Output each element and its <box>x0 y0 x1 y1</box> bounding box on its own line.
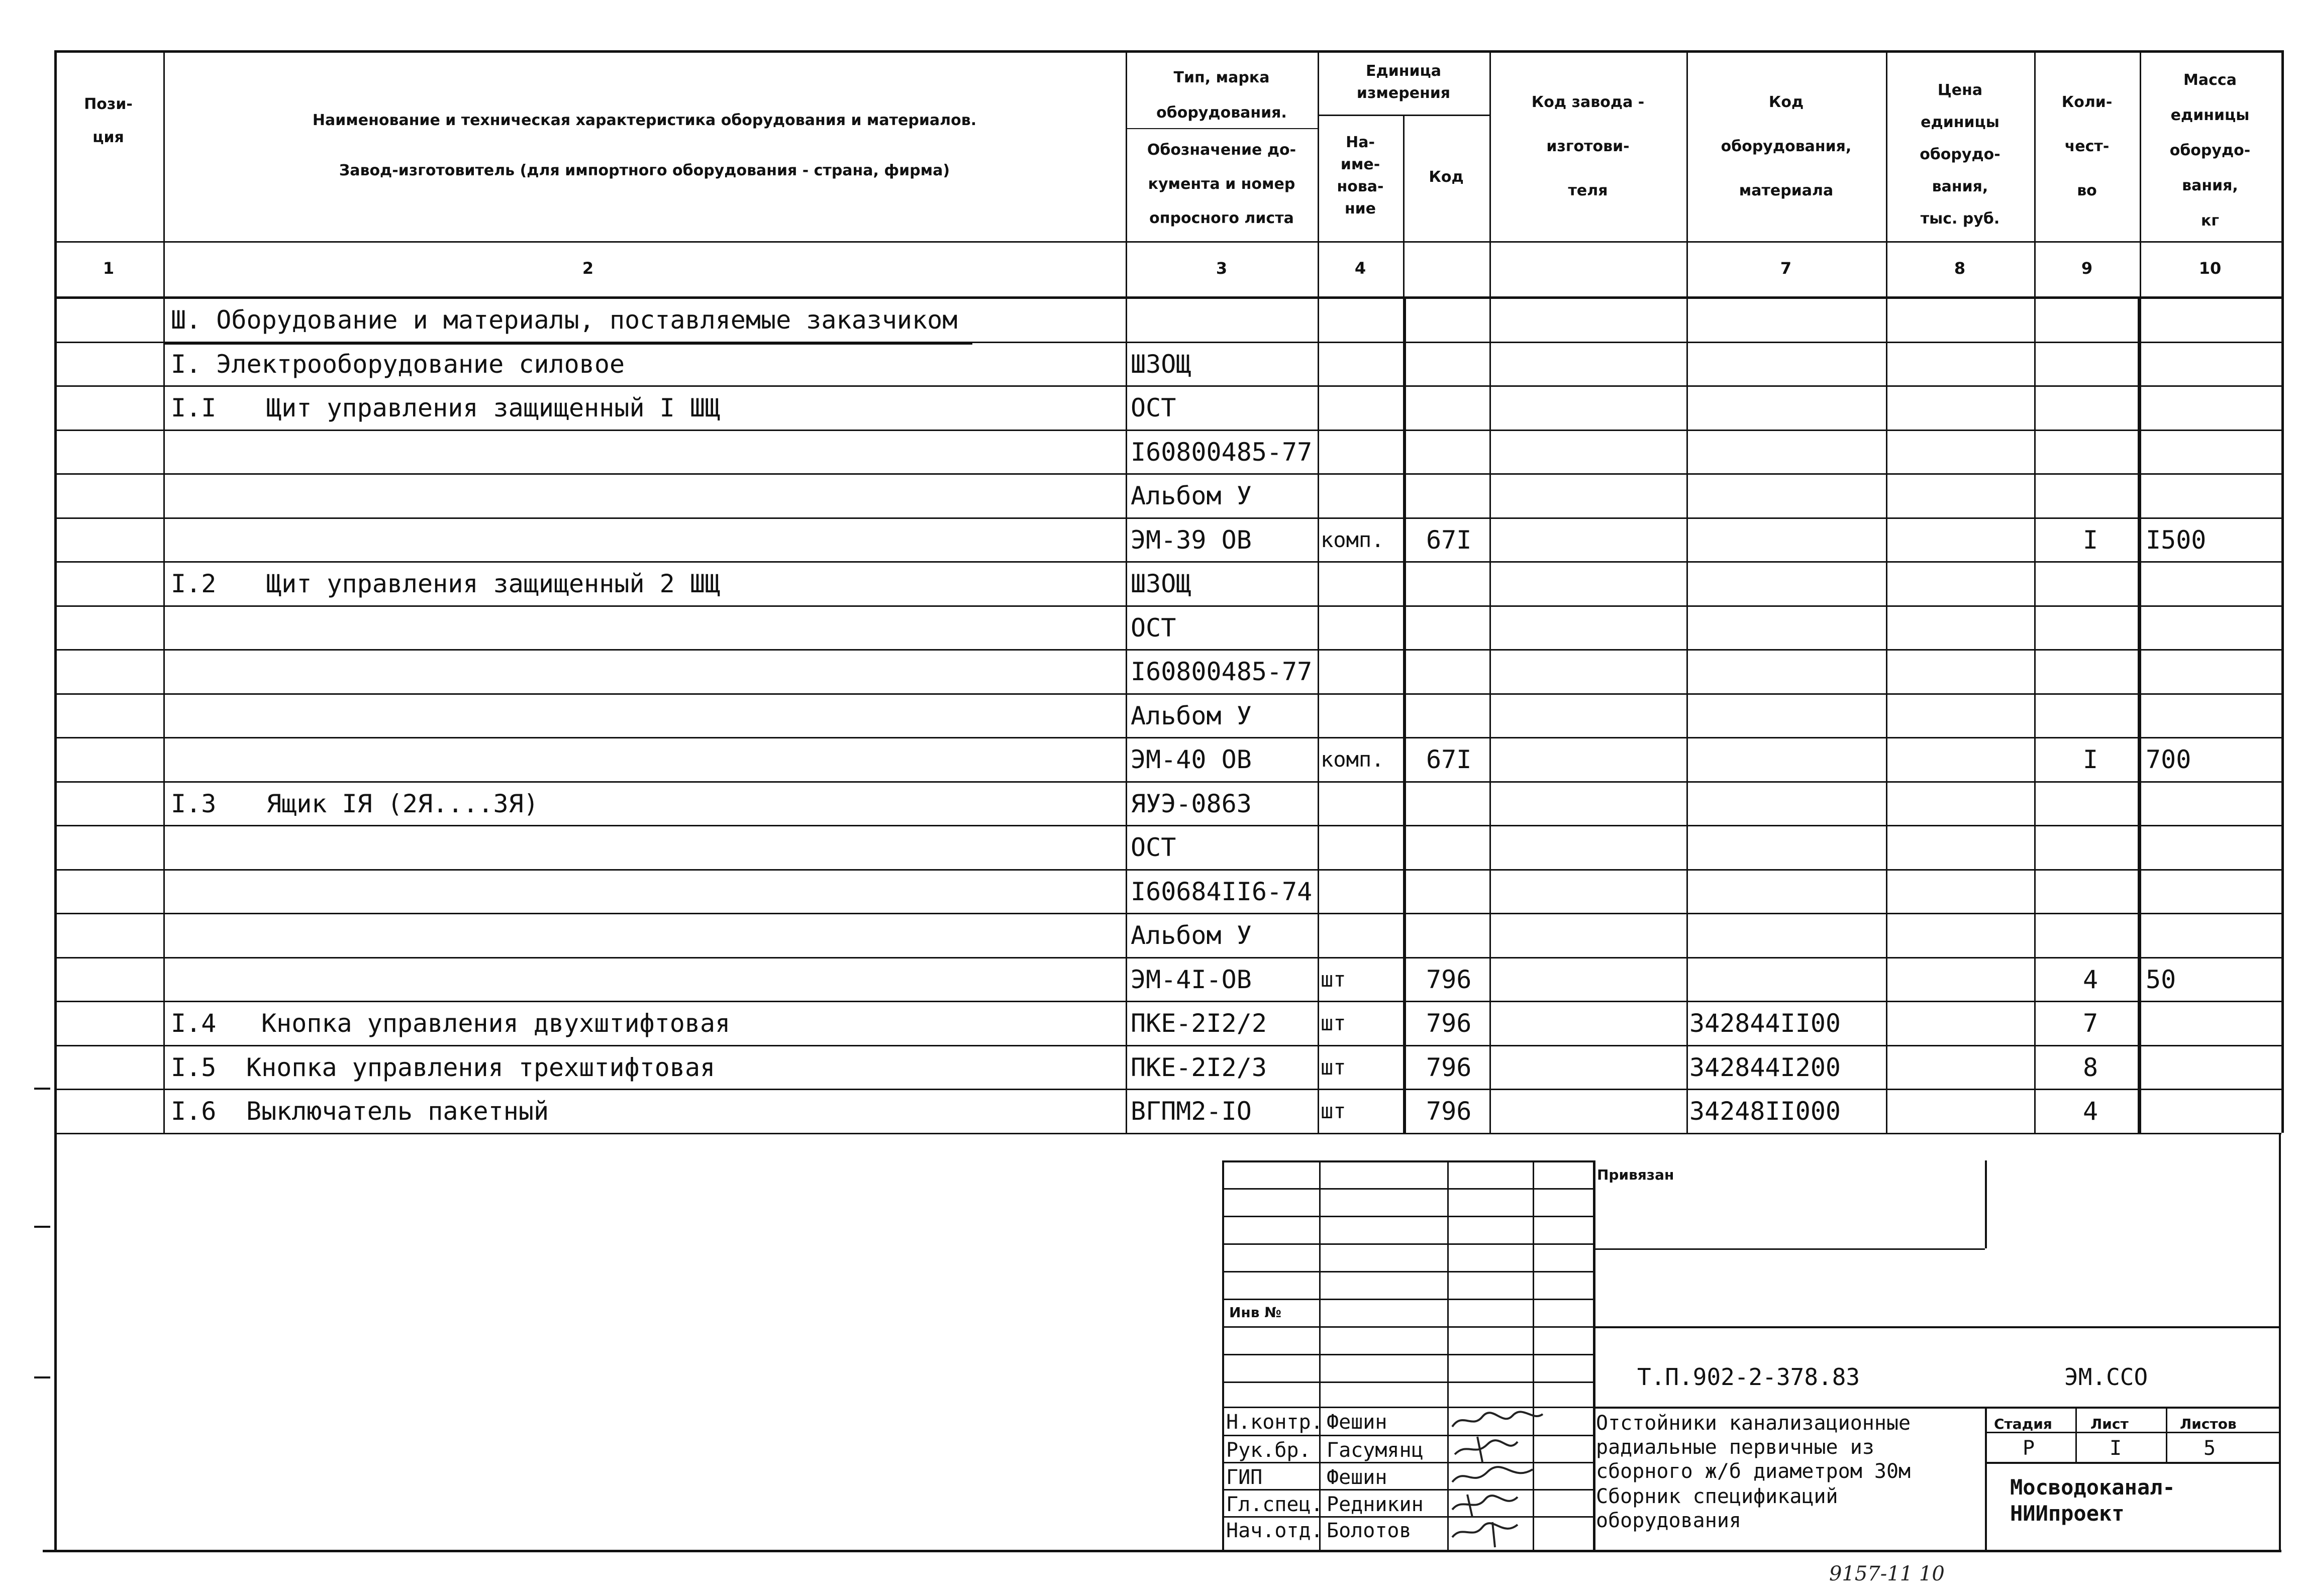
row-line <box>54 825 2281 826</box>
column-line <box>1403 296 1406 1133</box>
row-line <box>54 913 2281 914</box>
header-col45: Единица измерения <box>1356 62 1451 102</box>
tb-line <box>1593 1160 1595 1550</box>
row-line <box>54 517 2281 519</box>
column-line <box>2138 296 2141 1133</box>
colnum-8: 8 <box>1954 259 1966 278</box>
description-line-2: радиальные первичные из <box>1596 1436 1874 1459</box>
cell-unit: шт <box>1321 967 1346 992</box>
tb-line <box>1222 1381 1593 1383</box>
cell-type: ОСТ <box>1131 393 1176 422</box>
row-line <box>54 605 2281 607</box>
cell-qty: 7 <box>2082 1009 2098 1038</box>
cell-name: Ящик IЯ (2Я....3Я) <box>266 789 539 818</box>
table-top-border <box>54 50 2281 53</box>
role-5: Нач.отд. <box>1226 1519 1323 1542</box>
cell-equip: 342844II00 <box>1689 1009 1841 1038</box>
cell-pos: I.6 <box>171 1097 217 1126</box>
cell-type: ШЗОЩ <box>1131 349 1191 379</box>
cell-mass: I500 <box>2146 525 2207 555</box>
cell-pos: I.4 <box>171 1009 217 1038</box>
listov-value: 5 <box>2204 1437 2216 1460</box>
signatures-image <box>1447 1407 1548 1552</box>
cell-name: Ш. Оборудование и материалы, поставляемые заказчиком <box>171 305 958 335</box>
name-3: Фешин <box>1327 1466 1387 1489</box>
colnum-1: 1 <box>103 259 115 278</box>
cell-name: Выключатель пакетный <box>246 1097 549 1126</box>
cell-type: Альбом У <box>1131 481 1252 510</box>
heading-underline <box>165 343 972 345</box>
header-col10: Масса единицы оборудо- вания, кг <box>2169 71 2251 230</box>
row-line <box>54 385 2281 387</box>
row-line <box>54 869 2281 871</box>
name-1: Фешин <box>1327 1411 1387 1434</box>
row-line <box>54 1133 2281 1134</box>
column-line <box>2281 50 2284 1133</box>
role-2: Рук.бр. <box>1226 1439 1311 1462</box>
cell-name: Кнопка управления двухштифтовая <box>261 1009 731 1038</box>
description-line-3: сборного ж/б диаметром 30м <box>1596 1460 1911 1483</box>
cell-type: ПКЕ-2I2/2 <box>1131 1009 1267 1038</box>
cell-equip: 342844I200 <box>1689 1052 1841 1082</box>
header-col3a: Тип, марка оборудования. <box>1156 69 1287 122</box>
tb-line <box>1985 1462 2279 1464</box>
listov-label: Листов <box>2180 1416 2237 1432</box>
column-line <box>163 50 165 1133</box>
cell-unit: шт <box>1321 1099 1346 1123</box>
colnum-9: 9 <box>2081 259 2093 278</box>
cell-code: 67I <box>1426 745 1472 774</box>
header-col5: Код <box>1429 168 1464 186</box>
header-bottom-line <box>54 241 2281 243</box>
header-col1: Пози- ция <box>84 95 133 146</box>
cell-qty: I <box>2082 745 2098 774</box>
header-col8: Цена единицы оборудо- вания, тыс. руб. <box>1920 81 2000 228</box>
colnum-2: 2 <box>582 259 594 278</box>
cell-type: I60800485-77 <box>1131 437 1313 467</box>
row-line <box>54 430 2281 431</box>
cell-qty: 8 <box>2082 1052 2098 1082</box>
project-code: Т.П.902-2-378.83 <box>1637 1363 1860 1391</box>
role-4: Гл.спец. <box>1226 1493 1323 1516</box>
cell-name: Кнопка управления трехштифтовая <box>246 1052 716 1082</box>
tb-line <box>1222 1271 1593 1272</box>
colnum-7: 7 <box>1780 259 1792 278</box>
cell-type: ПКЕ-2I2/3 <box>1131 1052 1267 1082</box>
description-line-1: Отстойники канализационные <box>1596 1412 1911 1435</box>
cell-unit: комп. <box>1321 747 1384 772</box>
cell-code: 796 <box>1426 1009 1472 1038</box>
column-line <box>54 50 57 1133</box>
description-line-4: Сборник спецификаций <box>1596 1485 1838 1508</box>
cell-equip: 34248II000 <box>1689 1097 1841 1126</box>
cell-pos: I.3 <box>171 789 217 818</box>
description-line-5: оборудования <box>1596 1509 1741 1532</box>
cell-type: ЯУЭ-0863 <box>1131 789 1252 818</box>
list-label: Лист <box>2090 1416 2129 1432</box>
row-line <box>54 1001 2281 1002</box>
row-line <box>54 693 2281 695</box>
row-line <box>54 781 2281 783</box>
numbers-bottom-line <box>54 296 2281 299</box>
cell-unit: шт <box>1321 1054 1346 1080</box>
margin-tick <box>34 1226 50 1228</box>
document-code: ЭМ.ССО <box>2064 1363 2148 1391</box>
name-4: Редникин <box>1327 1493 1424 1516</box>
cell-unit: шт <box>1321 1011 1346 1035</box>
colnum-10: 10 <box>2198 259 2222 278</box>
list-value: I <box>2110 1437 2122 1460</box>
tb-line <box>1593 1407 2279 1409</box>
cell-type: I60684II6-74 <box>1131 877 1313 906</box>
cell-code: 796 <box>1426 965 1472 994</box>
privyazan-label: Привязан <box>1597 1166 1674 1183</box>
frame-bottom <box>43 1550 2281 1552</box>
frame-right <box>2279 1133 2281 1550</box>
cell-type: ОСТ <box>1131 833 1176 862</box>
cell-name: Щит управления защищенный I ШЩ <box>266 393 721 422</box>
tb-line <box>1593 1248 1985 1250</box>
tb-line <box>1222 1243 1593 1245</box>
cell-type: ОСТ <box>1131 613 1176 643</box>
header-col2: Наименование и техническая характеристика оборудования и материалов. Завод-изготовитель (для импортного оборудования - страна, фирма) <box>312 112 977 179</box>
tb-line <box>2075 1407 2077 1462</box>
stadiya-value: Р <box>2023 1437 2035 1460</box>
tb-line <box>1222 1216 1593 1217</box>
cell-name: I. Электрооборудование силовое <box>171 349 625 379</box>
tb-line <box>1319 1160 1321 1550</box>
colnum-4: 4 <box>1354 259 1366 278</box>
cell-qty: 4 <box>2082 1097 2098 1126</box>
name-5: Болотов <box>1327 1519 1412 1542</box>
margin-tick <box>34 1088 50 1090</box>
header-col3b: Обозначение до- кумента и номер опросного листа <box>1147 141 1296 227</box>
organization-line-1: Мосводоканал- <box>2010 1475 2175 1500</box>
cell-unit: комп. <box>1321 527 1384 552</box>
cell-type: ЭМ-39 ОВ <box>1131 525 1252 555</box>
inv-label: Инв № <box>1229 1304 1281 1321</box>
cell-type: I60800485-77 <box>1131 657 1313 686</box>
cell-code: 796 <box>1426 1097 1472 1126</box>
cell-pos: I.2 <box>171 569 217 598</box>
cell-code: 796 <box>1426 1052 1472 1082</box>
colnum-3: 3 <box>1216 259 1228 278</box>
cell-type: ВГПМ2-IО <box>1131 1097 1252 1126</box>
name-2: Гасумянц <box>1327 1439 1424 1462</box>
tb-line <box>1222 1326 1593 1328</box>
tb-line <box>1593 1326 2279 1328</box>
tb-line <box>1985 1160 1987 1248</box>
header-col9: Коли- чест- во <box>2061 93 2113 199</box>
cell-code: 67I <box>1426 525 1472 555</box>
cell-type: ШЗОЩ <box>1131 569 1191 598</box>
row-line <box>54 1089 2281 1090</box>
cell-qty: 4 <box>2082 965 2098 994</box>
tb-line <box>1222 1160 1593 1162</box>
header-col4: На- име- нова- ние <box>1337 134 1384 218</box>
cell-pos: I.5 <box>171 1052 217 1082</box>
cell-type: ЭМ-40 ОВ <box>1131 745 1252 774</box>
tb-line <box>1222 1188 1593 1190</box>
row-line <box>54 737 2281 738</box>
frame-left <box>54 1133 57 1550</box>
cell-pos: I.I <box>171 393 217 422</box>
cell-type: Альбом У <box>1131 921 1252 950</box>
tb-line <box>1222 1354 1593 1355</box>
cell-mass: 700 <box>2146 745 2191 774</box>
header-col6: Код завода - изготови- теля <box>1531 93 1645 199</box>
role-1: Н.контр. <box>1226 1411 1323 1434</box>
header-col7: Код оборудования, материала <box>1721 93 1852 199</box>
tb-line <box>1985 1407 1987 1550</box>
cell-mass: 50 <box>2146 965 2176 994</box>
row-line <box>54 561 2281 563</box>
margin-tick <box>34 1376 50 1378</box>
cell-name: Щит управления защищенный 2 ШЩ <box>266 569 721 598</box>
tb-line <box>2166 1407 2167 1462</box>
cell-type: ЭМ-4I-ОВ <box>1131 965 1252 994</box>
row-line <box>54 473 2281 475</box>
cell-type: Альбом У <box>1131 701 1252 730</box>
tb-line <box>1222 1299 1593 1300</box>
stadiya-label: Стадия <box>1994 1416 2052 1432</box>
role-3: ГИП <box>1226 1466 1263 1489</box>
cell-qty: I <box>2082 525 2098 555</box>
footer-note: 9157-11 10 <box>1829 1562 1945 1585</box>
row-line <box>54 649 2281 651</box>
row-line <box>54 1045 2281 1046</box>
row-line <box>54 957 2281 959</box>
organization-line-2: НИИпроект <box>2010 1501 2125 1526</box>
